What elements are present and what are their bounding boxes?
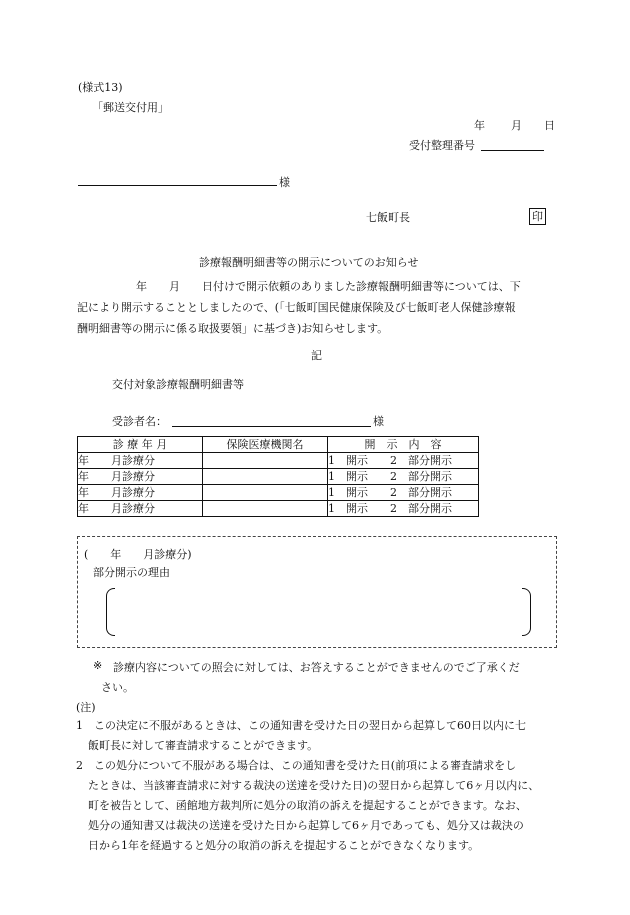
date-day: 日 xyxy=(544,119,555,132)
row-treatment-month[interactable]: 年 月診療分 xyxy=(78,501,203,517)
row-institution[interactable] xyxy=(203,469,328,485)
note-2-line-1: 2 この処分について不服がある場合は、この通知書を受けた日(前項による審査請求をし xyxy=(76,759,517,772)
note-2-line-4: 処分の通知書又は裁決の送達を受けた日から起算して6ヶ月であっても、処分又は裁決の xyxy=(88,819,524,832)
receipt-number-field[interactable] xyxy=(481,150,544,151)
note-label: (注) xyxy=(76,701,96,714)
note-2-line-5: 日から1年を経過すると処分の取消の訴えを提起することができなくなります。 xyxy=(88,839,480,852)
date-month: 月 xyxy=(511,119,522,132)
left-bracket xyxy=(106,588,115,636)
box-treatment-month: ( 年 月診療分) xyxy=(84,548,192,561)
intro-line-3: 酬明細書等の開示に係る取扱要領」に基づき)お知らせします。 xyxy=(77,322,389,335)
table-row xyxy=(78,453,479,469)
document-title: 診療報酬明細書等の開示についてのお知らせ xyxy=(199,256,419,269)
date-year: 年 xyxy=(474,119,485,132)
ki-heading: 記 xyxy=(311,349,322,362)
row-institution[interactable] xyxy=(203,453,328,469)
note-1-line-1: 1 この決定に不服があるときは、この通知書を受けた日の翌日から起算して60日以内に七 xyxy=(76,719,526,732)
partial-disclosure-reason-field[interactable] xyxy=(118,592,518,632)
header-disclosure-content: 開 示 内 容 xyxy=(328,437,479,453)
table-row xyxy=(78,469,479,485)
right-bracket xyxy=(522,588,531,636)
note-1-line-2: 飯町長に対して審査請求することができます。 xyxy=(88,739,319,752)
row-treatment-month[interactable]: 年 月診療分 xyxy=(78,453,203,469)
header-treatment-month: 診 療 年 月 xyxy=(78,437,203,453)
seal-mark: 印 xyxy=(529,208,546,225)
receipt-number-label: 受付整理番号 xyxy=(409,139,475,152)
patient-name-field[interactable] xyxy=(172,426,371,427)
delivery-type: 「郵送交付用」 xyxy=(92,101,169,114)
patient-suffix: 様 xyxy=(373,415,384,428)
header-institution: 保険医療機関名 xyxy=(203,437,328,453)
row-disclosure-choice[interactable]: 1 開示 2 部分開示 xyxy=(328,501,479,517)
note-2-line-2: たときは、当該審査請求に対する裁決の送達を受けた日)の翌日から起算して6ヶ月以内に、 xyxy=(88,779,540,792)
form-number: (様式13) xyxy=(78,81,123,94)
table-header-row xyxy=(78,437,479,453)
row-disclosure-choice[interactable]: 1 開示 2 部分開示 xyxy=(328,453,479,469)
sender-name: 七飯町長 xyxy=(366,211,410,224)
table-row xyxy=(78,485,479,501)
addressee-field[interactable] xyxy=(78,185,277,186)
notice-line-1: 診療内容についての照会に対しては、お答えすることができませんのでご了承くだ xyxy=(113,661,520,674)
notice-line-2: さい。 xyxy=(101,681,134,694)
table-row xyxy=(78,501,479,517)
row-treatment-month[interactable]: 年 月診療分 xyxy=(78,469,203,485)
patient-label: 受診者名： xyxy=(112,415,167,428)
row-disclosure-choice[interactable]: 1 開示 2 部分開示 xyxy=(328,469,479,485)
row-treatment-month[interactable]: 年 月診療分 xyxy=(78,485,203,501)
addressee-suffix: 様 xyxy=(279,176,290,189)
disclosure-table xyxy=(77,436,479,517)
row-institution[interactable] xyxy=(203,485,328,501)
section-title: 交付対象診療報酬明細書等 xyxy=(112,378,244,391)
intro-line-2: 記により開示することとしましたので、(「七飯町国民健康保険及び七飯町老人保健診療報 xyxy=(77,301,516,314)
notice-mark: ※ xyxy=(93,659,103,672)
row-disclosure-choice[interactable]: 1 開示 2 部分開示 xyxy=(328,485,479,501)
row-institution[interactable] xyxy=(203,501,328,517)
intro-line-1: 年 月 日付けで開示依頼のありました診療報酬明細書等については、下 xyxy=(136,280,521,293)
partial-disclosure-reason-label: 部分開示の理由 xyxy=(93,566,170,579)
note-2-line-3: 町を被告として、函館地方裁判所に処分の取消の訴えを提起することができます。なお、 xyxy=(88,799,527,812)
